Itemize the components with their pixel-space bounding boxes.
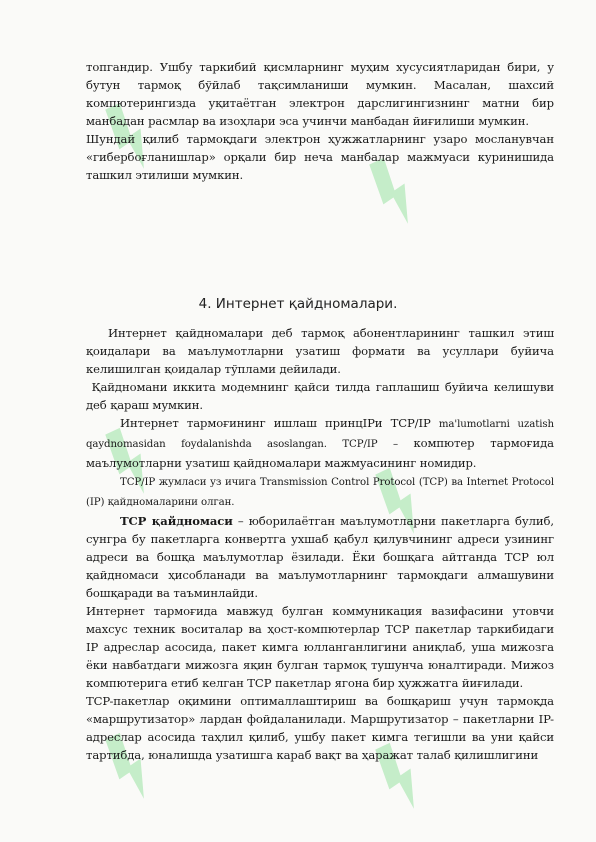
paragraph-latin-text: Transmission Control Protocol (TCP) ва Internet Protocol (IP): [86, 477, 554, 508]
paragraph-text: – юборилаётган маълумотларни пакетларга булиб, сунгра бу пакетларга конвертга ухшаб қабул қилувчининг адреси узининг адреси ва бошқа маълумотлар ёзилади. Ёки бошқага айтганда TCP юл қайдномаси ҳисобланади ва маълумотларнинг тармоқдаги алмашувини бошқаради ва таъминлайди.: [86, 514, 554, 600]
paragraph: [86, 472, 554, 512]
bold-term: TCP қайдномаси: [120, 514, 233, 528]
paragraph: [86, 512, 554, 602]
paragraph: [86, 414, 554, 472]
intro-paragraph: топгандир. Ушбу таркибий қисмларнинг муҳим хусусиятларидан бири, у бутун тармоқ бўйлаб тақсимланиши мумкин. Масалан, шахсий компютерингизда уқитаётган электрон дарслигингизнинг матни бир манбадан расмлар ва изоҳлари эса учинчи манбадан йиғилиши мумкин.: [86, 60, 554, 128]
intro-paragraph: Шундай қилиб тармоқдаги электрон ҳужжатларнинг узаро мосланувчан «гибербоғланишлар» орқали бир неча манбалар мажмуаси куринишида ташкил этилиши мумкин.: [86, 132, 554, 182]
paragraph-latin-text: ma'lumotlarni uzatish qaydnomasidan foydalanishda asoslangan. TCP/IP –: [86, 419, 554, 450]
paragraph: Интернет қайдномалари деб тармоқ абонентларининг ташкил этиш қоидалари ва маълумотларни узатиш формати ва усуллари буйича келишилган қоидалар тўплами дейилади.: [86, 326, 554, 376]
paragraph-text: қайдномаларини олган.: [107, 497, 235, 508]
paragraph-text: TCP/IP жумласи уз ичига: [120, 477, 260, 488]
section-heading: 4. Интернет қайдномалари.: [198, 296, 398, 312]
paragraph-text: Интернет тармоғининг ишлаш принцIPи TCP/IP: [120, 416, 439, 430]
paragraph: Интернет тармоғида мавжуд булган коммуникация вазифасини утовчи махсус техник воситалар ва ҳост-компютерлар TCP пакетлар таркибидаги IP адреслар асосида, пакет кимга юлланганлигини аниқлаб, уша мижозга ёки навбатдаги мижозга яқин булган тармоқ тушунча юналтиради. Мижоз компютерига етиб келган TCP пакетлар ягона бир ҳужжатга йиғилади.: [86, 604, 554, 690]
paragraph: [86, 378, 554, 414]
paragraph-text: компютер тармоғида маълумотларни узатиш қайдномалари мажмуасининг номидир.: [86, 436, 554, 470]
intro-text-block: [86, 58, 554, 184]
section-body: [86, 324, 554, 764]
paragraph: TCP-пакетлар оқимини оптималлаштириш ва бошқариш учун тармоқда «маршрутизатор» лардан фойдаланилади. Маршрутизатор – пакетларни IP-адреслар асосида таҳлил қилиб, ушбу пакет кимга тегишли ва уни қайси тартибда, юналишда узатишга караб вақт ва ҳаражат талаб қилишлигини: [86, 694, 554, 762]
paragraph-text: Қайдномани иккита модемнинг қайси тилда гаплашиш буйича келишуви деб қараш мумкин.: [86, 380, 554, 412]
